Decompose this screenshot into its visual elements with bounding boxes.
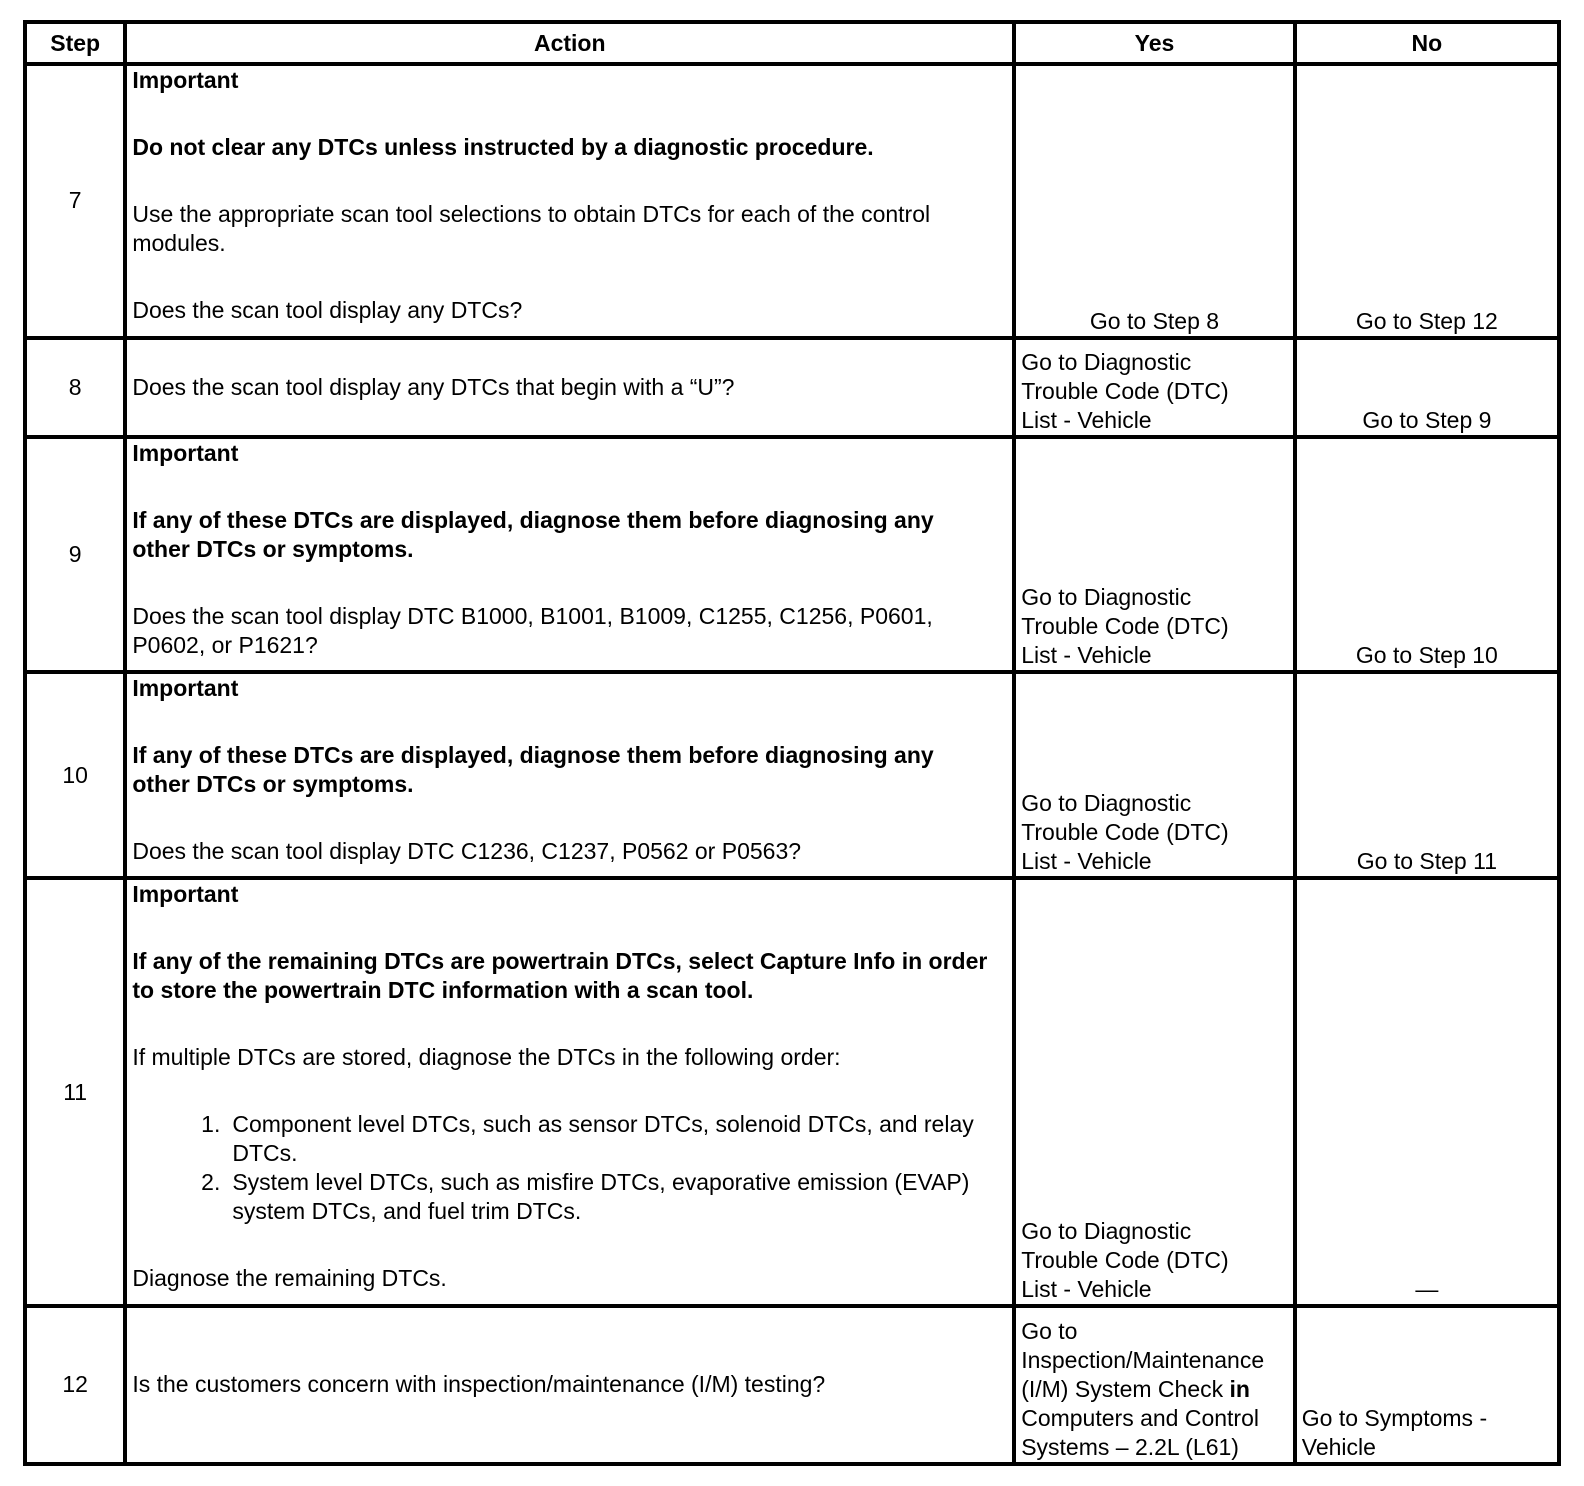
question-text: Is the customers concern with inspection/maintenance (I/M) testing? [132,1371,826,1398]
table-row [25,1306,1559,1464]
question-text: Diagnose the remaining DTCs. [132,1265,447,1292]
list-text: System level DTCs, such as misfire DTCs, evaporative emission (EVAP) system DTCs, and fuel trim DTCs. [232,1169,970,1225]
no-link[interactable]: Go to Step 11 [1295,672,1559,879]
instruction-text: Use the appropriate scan tool selections to obtain DTCs for each of the control modules. [132,201,931,256]
no-link: — [1295,878,1559,1305]
list-item [201,1110,1007,1168]
header-yes: Yes [1014,22,1295,64]
step-number: 7 [25,64,125,338]
important-label: Important [132,881,239,908]
warning-text: If any of these DTCs are displayed, diagnose them before diagnosing any other DTCs or symptoms. [132,741,934,797]
yes-link[interactable]: Go to Diagnostic Trouble Code (DTC) List - Vehicle [1014,878,1295,1305]
action-cell [125,1306,1014,1464]
yes-link-in: in [1229,1376,1250,1402]
table-row [25,672,1559,879]
yes-link[interactable] [1014,1306,1295,1464]
step-number: 11 [25,878,125,1305]
warning-text: If any of the remaining DTCs are powertrain DTCs, select Capture Info in order to store the powertrain DTC information with a scan tool. [132,948,988,1004]
yes-link[interactable]: Go to Step 8 [1014,64,1295,338]
header-step: Step [25,22,125,64]
list-number: 1. [201,1111,221,1138]
yes-link-prefix[interactable]: Go to Inspection/Maintenance (I/M) System Check [1021,1318,1265,1402]
no-link[interactable]: Go to Step 12 [1295,64,1559,338]
step-number: 12 [25,1306,125,1464]
question-text: Does the scan tool display DTC C1236, C1237, P0562 or P0563? [132,837,802,864]
action-cell [125,64,1014,338]
action-cell [125,672,1014,879]
yes-link-suffix[interactable]: Computers and Control Systems – 2.2L (L61) [1021,1405,1259,1460]
header-no: No [1295,22,1559,64]
yes-link[interactable]: Go to Diagnostic Trouble Code (DTC) List - Vehicle [1014,672,1295,879]
header-row [25,22,1559,64]
no-link[interactable]: Go to Symptoms - Vehicle [1295,1306,1559,1464]
action-cell [125,338,1014,437]
dtc-order-list [132,1110,1007,1226]
table-row [25,338,1559,437]
no-link[interactable]: Go to Step 9 [1295,338,1559,437]
table-row [25,64,1559,338]
header-action: Action [125,22,1014,64]
question-text: Does the scan tool display any DTCs? [132,297,523,323]
table-row [25,437,1559,672]
important-label: Important [132,439,239,466]
warning-text: Do not clear any DTCs unless instructed by a diagnostic procedure. [132,134,874,160]
list-item [201,1168,1007,1226]
diagnostic-table [23,20,1561,1466]
step-number: 9 [25,437,125,672]
action-cell [125,878,1014,1305]
yes-link[interactable]: Go to Diagnostic Trouble Code (DTC) List - Vehicle [1014,338,1295,437]
yes-link[interactable]: Go to Diagnostic Trouble Code (DTC) List - Vehicle [1014,437,1295,672]
question-text: Does the scan tool display any DTCs that begin with a “U”? [132,373,735,400]
action-cell [125,437,1014,672]
important-label: Important [132,674,239,701]
list-number: 2. [201,1169,221,1196]
step-number: 8 [25,338,125,437]
list-text: Component level DTCs, such as sensor DTCs, solenoid DTCs, and relay DTCs. [232,1111,974,1167]
important-label: Important [132,67,239,93]
warning-text: If any of these DTCs are displayed, diagnose them before diagnosing any other DTCs or symptoms. [132,506,934,562]
no-link[interactable]: Go to Step 10 [1295,437,1559,672]
instruction-text: If multiple DTCs are stored, diagnose the DTCs in the following order: [132,1044,841,1071]
table-row [25,878,1559,1305]
question-text: Does the scan tool display DTC B1000, B1001, B1009, C1255, C1256, P0601, P0602, or P1621? [132,602,933,658]
step-number: 10 [25,672,125,879]
